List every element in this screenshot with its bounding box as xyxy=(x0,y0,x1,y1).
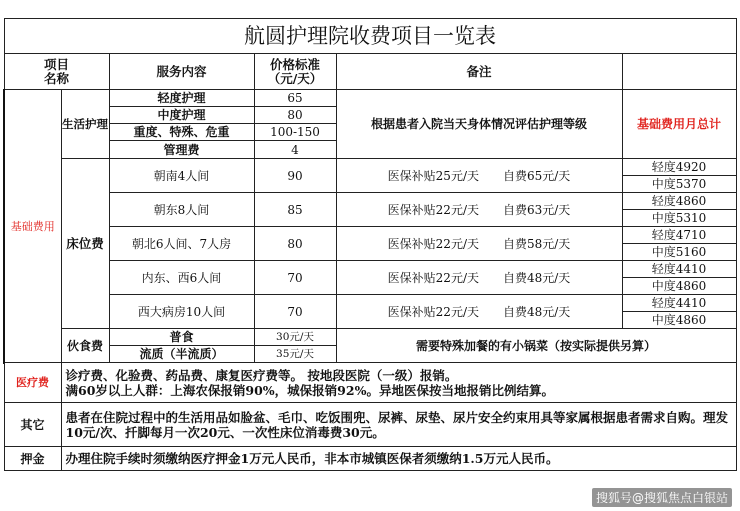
care-note: 根据患者入院当天身体情况评估护理等级 xyxy=(336,90,622,159)
header-service: 服务内容 xyxy=(109,54,254,90)
bed-totals xyxy=(622,193,736,227)
bed-note: 医保补贴22元/天 自费48元/天 xyxy=(336,261,622,295)
monthly-total-label: 基础费用月总计 xyxy=(622,90,736,159)
total-light: 轻度4710 xyxy=(623,227,736,244)
bed-note: 医保补贴22元/天 自费63元/天 xyxy=(336,193,622,227)
deposit-text: 办理住院手续时须缴纳医疗押金1万元人民币，非本市城镇医保者须缴纳1.5万元人民币。 xyxy=(61,447,736,471)
header-item-line1: 项目 xyxy=(43,56,69,72)
care-price: 65 xyxy=(254,90,336,107)
bed-price: 85 xyxy=(254,193,336,227)
medical-line2: 满60岁以上人群：上海农保报销90%，城保报销92%。异地医保按当地报销比例结算。 xyxy=(65,382,554,398)
table-title: 航圆护理院收费项目一览表 xyxy=(4,19,736,54)
bed-totals xyxy=(622,159,736,193)
total-medium: 中度4860 xyxy=(651,313,707,327)
bed-service: 朝南4人间 xyxy=(109,159,254,193)
total-light: 轻度4920 xyxy=(623,159,736,176)
header-price-line1: 价格标准 xyxy=(269,56,320,72)
total-medium: 中度4860 xyxy=(651,279,707,293)
medical-label: 医疗费 xyxy=(4,363,61,403)
bed-service: 内东、西6人间 xyxy=(109,261,254,295)
header-price-line2: （元/天） xyxy=(267,70,323,86)
bed-price: 90 xyxy=(254,159,336,193)
total-medium: 中度5160 xyxy=(651,245,707,259)
header-note: 备注 xyxy=(336,54,622,90)
header-blank xyxy=(622,54,736,90)
header-item-line2: 名称 xyxy=(43,70,69,86)
total-light: 轻度4860 xyxy=(623,193,736,210)
header-item-name xyxy=(4,54,109,90)
total-light: 轻度4410 xyxy=(623,295,736,312)
care-service: 管理费 xyxy=(109,141,254,159)
medical-text xyxy=(61,363,736,403)
bed-note: 医保补贴22元/天 自费48元/天 xyxy=(336,295,622,329)
meal-price: 35元/天 xyxy=(254,346,336,363)
bed-service: 朝北6人间、7人房 xyxy=(109,227,254,261)
medical-line1: 诊疗费、化验费、药品费、康复医疗费等。 按地段医院（一级）报销。 xyxy=(65,367,458,383)
bed-note: 医保补贴22元/天 自费58元/天 xyxy=(336,227,622,261)
bed-service: 朝东8人间 xyxy=(109,193,254,227)
meal-note: 需要特殊加餐的有小锅菜（按实际提供另算） xyxy=(336,329,736,363)
bed-price: 70 xyxy=(254,295,336,329)
total-light: 轻度4410 xyxy=(623,261,736,278)
bed-note: 医保补贴25元/天 自费65元/天 xyxy=(336,159,622,193)
meal-label: 伙食费 xyxy=(61,329,109,363)
total-medium: 中度5370 xyxy=(651,177,707,191)
bed-price: 70 xyxy=(254,261,336,295)
header-price xyxy=(254,54,336,90)
care-service: 轻度护理 xyxy=(109,90,254,107)
basic-fee-label: 基础费用 xyxy=(4,90,61,363)
care-service: 重度、特殊、危重 xyxy=(109,124,254,141)
deposit-label: 押金 xyxy=(4,447,61,471)
other-label: 其它 xyxy=(4,403,61,447)
care-price: 80 xyxy=(254,107,336,124)
meal-price: 30元/天 xyxy=(254,329,336,346)
bed-totals xyxy=(622,261,736,295)
bed-price: 80 xyxy=(254,227,336,261)
watermark: 搜狐号@搜狐焦点白银站 xyxy=(592,488,732,507)
other-text: 患者在住院过程中的生活用品如脸盆、毛巾、吃饭围兜、尿裤、尿垫、尿片安全约束用具等家属根据患者需求自购。理发10元/次、扦脚每月一次20元、一次性床位消毒费30元。 xyxy=(61,403,736,447)
meal-service: 流质（半流质） xyxy=(109,346,254,363)
bed-label: 床位费 xyxy=(61,159,109,329)
bed-service: 西大病房10人间 xyxy=(109,295,254,329)
care-service: 中度护理 xyxy=(109,107,254,124)
care-label: 生活护理 xyxy=(61,90,109,159)
fee-table xyxy=(3,18,737,471)
bed-totals xyxy=(622,295,736,329)
care-price: 4 xyxy=(254,141,336,159)
total-medium: 中度5310 xyxy=(651,211,707,225)
care-price: 100-150 xyxy=(254,124,336,141)
meal-service: 普食 xyxy=(109,329,254,346)
bed-totals xyxy=(622,227,736,261)
